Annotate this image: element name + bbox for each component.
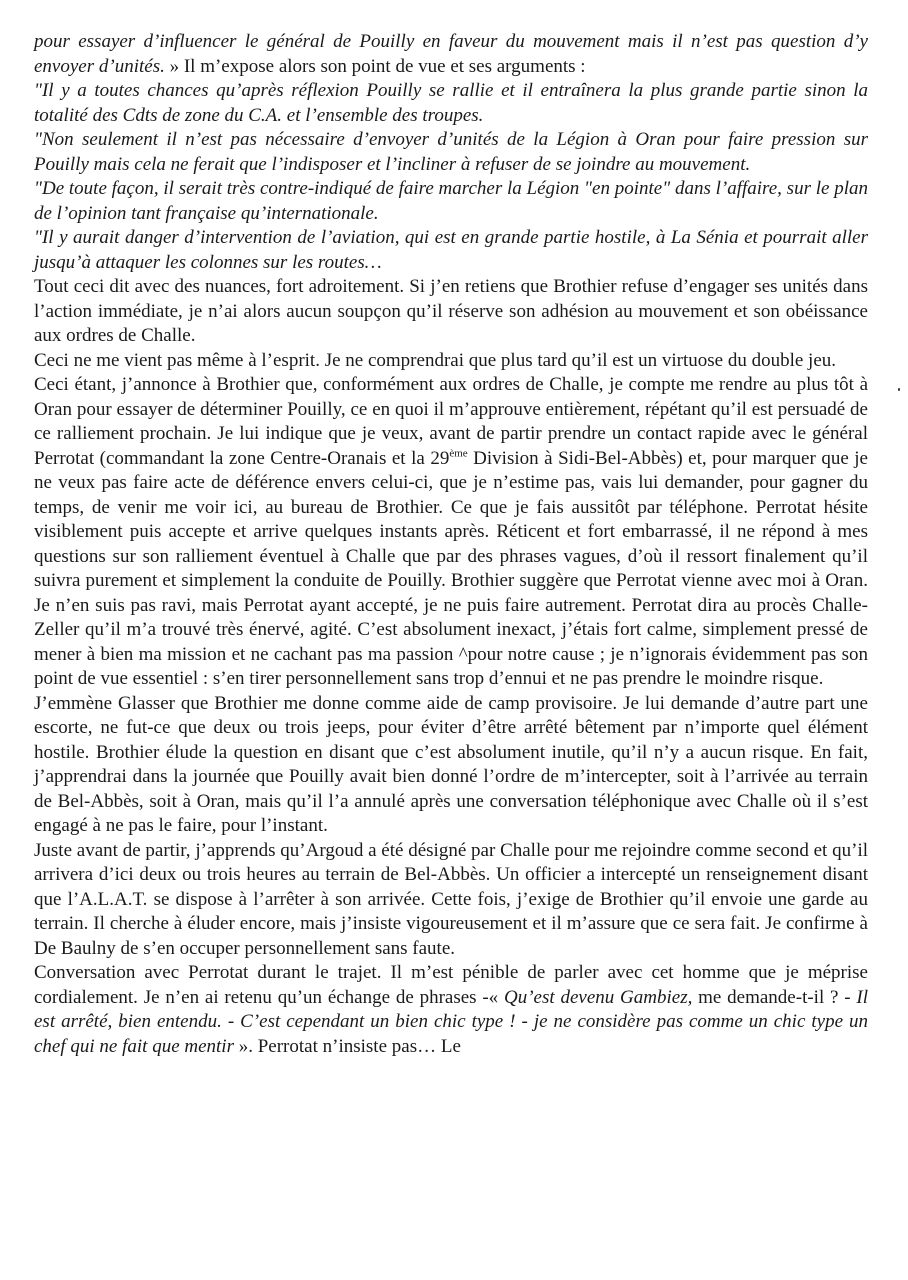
- scan-speck: [898, 388, 900, 391]
- italic-text: "De toute façon, il serait très contre-indiqué de faire marcher la Légion "en pointe" dans l’affaire, sur le plan de l’opinion tant française qu’internationale.: [34, 178, 868, 224]
- italic-text: Qu’est devenu Gambiez,: [504, 986, 699, 1008]
- paragraph: [34, 839, 868, 962]
- paragraph: [34, 692, 868, 839]
- text-run: me demande-t-il ? -: [698, 986, 857, 1008]
- superscript-text: ème: [449, 447, 468, 460]
- paragraph: [34, 177, 868, 226]
- paragraph: [34, 30, 868, 79]
- text-run: J’emmène Glasser que Brothier me donne comme aide de camp provisoire. Je lui demande d’autre part une escorte, ne fut-ce que deux ou trois jeeps, pour éviter d’être arrêté bêtement par n’importe quel élément hostile. Brothier élude la question en disant que c’est absolument inutile, qu’il n’y a aucun risque. En fait, j’apprendrai dans la journée que Pouilly avait bien donné l’ordre de m’intercepter, soit à l’arrivée au terrain de Bel-Abbès, soit à Oran, mais qu’il l’a annulé après une conversation téléphonique avec Challe où il s’est engagé à ne pas le faire, pour l’instant.: [34, 692, 868, 836]
- paragraph: [34, 128, 868, 177]
- paragraph: [34, 79, 868, 128]
- text-run: Conversation avec Perrotat durant le trajet. Il m’est pénible de parler avec cet homme que je méprise cordialement. Je n’en ai retenu qu’un échange de phrases -«: [34, 962, 868, 1008]
- text-run: Ceci ne me vient pas même à l’esprit. Je ne comprendrai que plus tard qu’il est un virtuose du double jeu.: [34, 349, 836, 371]
- text-run: » Il m’expose alors son point de vue et ses arguments :: [164, 55, 586, 77]
- paragraph: [34, 961, 868, 1059]
- paragraph: [34, 275, 868, 349]
- italic-text: "Non seulement il n’est pas nécessaire d’envoyer d’unités de la Légion à Oran pour faire pression sur Pouilly mais cela ne ferait que l’indisposer et l’incliner à refuser de se joindre au mouvement.: [34, 129, 868, 175]
- italic-text: "Il y aurait danger d’intervention de l’aviation, qui est en grande partie hostile, à La Sénia et pourrait aller jusqu’à attaquer les colonnes sur les routes…: [34, 227, 868, 273]
- italic-text: Il est arrêté, bien entendu. - C’est cependant un bien chic type ! - je ne considère pas comme un chic type un chef qui ne fait que mentir: [34, 986, 869, 1057]
- paragraph: [34, 349, 868, 374]
- paragraph: [34, 226, 868, 275]
- italic-text: pour essayer d’influencer le général de Pouilly en faveur du mouvement mais il n’est pas question d’y envoyer d’unités.: [34, 31, 868, 77]
- text-run: Division à Sidi-Bel-Abbès) et, pour marquer que je ne veux pas faire acte de déférence envers celui-ci, que je n’estime pas, vais lui demander, pour gagner du temps, de venir me voir ici, au bureau de Brothier. Ce que je fais aussitôt par téléphone. Perrotat hésite visiblement puis accepte et arrive quelques instants après. Réticent et fort embarrassé, il ne répond à mes questions sur son ralliement éventuel à Challe que par des phrases vagues, d’où il ressort finalement qu’il suivra purement et simplement la conduite de Pouilly. Brothier suggère que Perrotat vienne avec moi à Oran. Je n’en suis pas ravi, mais Perrotat ayant accepté, je ne puis faire autrement. Perrotat dira au procès Challe-Zeller qu’il m’a trouvé très énervé, agité. C’est absolument inexact, j’étais fort calme, simplement pressé de mener à bien ma mission et ne cachant pas ma passion ^pour notre cause ; je n’ignorais évidemment pas son point de vue essentiel : s’en tirer personnellement sans trop d’ennui et ne pas prendre le moindre risque.: [34, 447, 868, 689]
- document-body: [34, 30, 868, 1059]
- text-run: Juste avant de partir, j’apprends qu’Argoud a été désigné par Challe pour me rejoindre comme second et qu’il arrivera d’ici deux ou trois heures au terrain de Bel-Abbès. Un officier a intercepté un renseignement disant que l’A.L.A.T. se dispose à l’arrêter à son arrivée. Cette fois, j’exige de Brothier qu’il envoie une garde au terrain. Il cherche à éluder encore, mais j’insiste vigoureusement et il m’assure que ce sera fait. Je confirme à De Baulny de s’en occuper personnellement sans faute.: [34, 839, 868, 959]
- text-run: Ceci étant, j’annonce à Brothier que, conformément aux ordres de Challe, je compte me rendre au plus tôt à Oran pour essayer de déterminer Pouilly, ce en quoi il m’approuve entièrement, répétant qu’il est persuadé de ce ralliement prochain. Je lui indique que je veux, avant de partir prendre un contact rapide avec le général Perrotat (commandant la zone Centre-Oranais et la 29: [34, 374, 868, 469]
- text-run: Tout ceci dit avec des nuances, fort adroitement. Si j’en retiens que Brothier refuse d’engager ses unités dans l’action immédiate, je n’ai alors aucun soupçon qu’il réserve son adhésion au mouvement et son obéissance aux ordres de Challe.: [34, 276, 868, 346]
- text-run: ». Perrotat n’insiste pas… Le: [233, 1035, 461, 1057]
- italic-text: "Il y a toutes chances qu’après réflexion Pouilly se rallie et il entraînera la plus grande partie sinon la totalité des Cdts de zone du C.A. et l’ensemble des troupes.: [34, 80, 868, 126]
- paragraph: [34, 373, 868, 692]
